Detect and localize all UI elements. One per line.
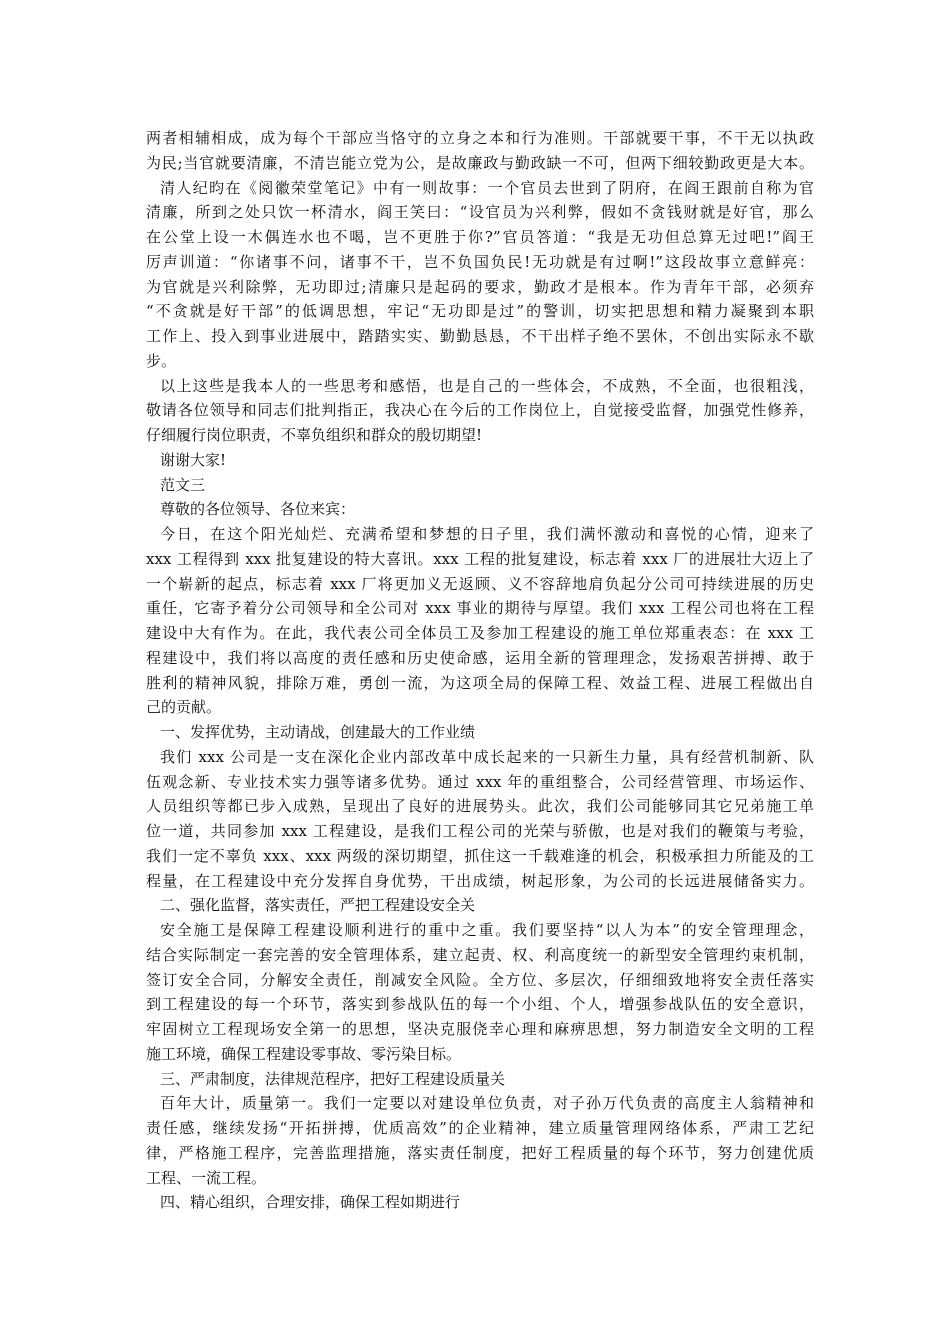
text-line: 敬请各位领导和同志们批判指正，我决心在今后的工作岗位上，自觉接受监督，加强党性修养，: [146, 401, 814, 420]
text-line: 安全施工是保障工程建设顺利进行的重中之重。我们要坚持“以人为本”的安全管理理念，: [160, 921, 814, 939]
text-line: 到工程建设的每一个环节，落实到参战队伍的每一个小组、个人，增强参战队伍的安全意识，: [146, 995, 814, 1014]
text-line: 重任，它寄予着分公司领导和全公司对 xxx 事业的期待与厚望。我们 xxx 工程公司也将在工程: [146, 599, 814, 618]
text-line: 律，严格施工程序，完善监理措施，落实责任制度，把好工程质量的每个环节，努力创建优质: [146, 1143, 814, 1162]
text-line: 厉声训道：“你诸事不问，诸事不干，岂不负国负民!无功就是有过啊!”这段故事立意鲜亮：: [146, 252, 814, 271]
text-line: 步。: [146, 351, 177, 370]
text-line: 结合实际制定一套完善的安全管理体系，建立起责、权、利高度统一的新型安全管理约束机制，: [146, 945, 814, 964]
text-line: 工程、一流工程。: [146, 1168, 267, 1187]
text-line: 以上这些是我本人的一些思考和感悟，也是自己的一些体会，不成熟，不全面，也很粗浅，: [160, 376, 814, 395]
text-line: 今日，在这个阳光灿烂、充满希望和梦想的日子里，我们满怀激动和喜悦的心情，迎来了: [160, 525, 814, 543]
text-line: 四、精心组织，合理安排，确保工程如期进行: [160, 1193, 461, 1212]
text-line: 百年大计，质量第一。我们一定要以对建设单位负责，对子孙万代负责的高度主人翁精神和: [160, 1094, 814, 1113]
text-line: 清廉，所到之处只饮一杯清水，阎王笑曰：“设官员为兴利弊，假如不贪钱财就是好官，那么: [146, 203, 814, 222]
text-line: 尊敬的各位领导、各位来宾：: [160, 500, 356, 519]
text-line: 签订安全合同，分解安全责任，削减安全风险。全方位、多层次，仔细细致地将安全责任落实: [146, 970, 814, 989]
text-line: 一个崭新的起点，标志着 xxx 厂将更加义无返顾、义不容辞地肩负起分公司可持续进展的历史: [146, 574, 814, 593]
text-line: 范文三: [160, 475, 206, 494]
text-line: 两者相辅相成，成为每个干部应当恪守的立身之本和行为准则。干部就要干事，不干无以执政: [146, 129, 814, 147]
text-line: 我们一定不辜负 xxx、xxx 两级的深切期望，抓住这一千载难逢的机会，积极承担力所能及的工: [146, 846, 814, 865]
text-line: 牢固树立工程现场安全第一的思想，坚决克服侥幸心理和麻痹思想，努力制造安全文明的工程: [146, 1020, 814, 1038]
text-line: 为官就是兴利除弊，无功即过;清廉只是起码的要求，勤政才是根本。作为青年干部，必须弃: [146, 277, 814, 296]
document-body: [146, 126, 814, 1215]
text-line: 在公堂上设一木偶连水也不喝，岂不更胜于你?”官员答道：“我是无功但总算无过吧!”阎王: [146, 228, 814, 246]
text-line: 三、严肃制度，法律规范程序，把好工程建设质量关: [160, 1069, 506, 1088]
text-line: 施工环境，确保工程建设零事故、零污染目标。: [146, 1044, 462, 1063]
text-line: 伍观念新、专业技术实力强等诸多优势。通过 xxx 年的重组整合，公司经营管理、市场运作、: [146, 772, 814, 791]
text-line: 责任感，继续发扬“开拓拼搏，优质高效”的企业精神，建立质量管理网络体系，严肃工艺纪: [146, 1119, 814, 1137]
text-line: 仔细履行岗位职责，不辜负组织和群众的殷切期望!: [146, 426, 483, 444]
text-line: 为民;当官就要清廉，不清岂能立党为公，是故廉政与勤政缺一不可，但两下细较勤政更是大本。: [146, 153, 814, 172]
text-line: 我们 xxx 公司是一支在深化企业内部改革中成长起来的一只新生力量，具有经营机制新、队: [160, 747, 814, 766]
text-line: 工作上、投入到事业进展中，踏踏实实、勤勤恳恳，不干出样子绝不罢休，不创出实际永不歇: [146, 327, 814, 345]
text-line: 程量，在工程建设中充分发挥自身优势，干出成绩，树起形象，为公司的长远进展储备实力。: [146, 871, 814, 890]
text-line: 胜利的精神风貌，排除万难，勇创一流，为这项全局的保障工程、效益工程、进展工程做出自: [146, 673, 814, 692]
text-line: 一、发挥优势，主动请战，创建最大的工作业绩: [160, 723, 476, 741]
text-line: 二、强化监督，落实责任，严把工程建设安全关: [160, 896, 476, 915]
text-line: 谢谢大家!: [160, 450, 227, 469]
text-line: 程建设中，我们将以高度的责任感和历史使命感，运用全新的管理理念，发扬艰苦拼搏、敢于: [146, 648, 814, 667]
text-line: 位一道，共同参加 xxx 工程建设，是我们工程公司的光荣与骄傲，也是对我们的鞭策与考验，: [146, 822, 814, 840]
text-line: “不贪就是好干部”的低调思想，牢记“无功即是过”的警训，切实把思想和精力凝聚到本职: [146, 302, 814, 321]
text-line: 人员组织等都已步入成熟，呈现出了良好的进展势头。此次，我们公司能够同其它兄弟施工单: [146, 797, 814, 816]
text-line: 己的贡献。: [146, 698, 222, 717]
text-line: xxx 工程得到 xxx 批复建设的特大喜讯。xxx 工程的批复建设，标志着 xxx 厂的进展壮大迈上了: [146, 549, 814, 568]
text-line: 清人纪昀在《阅徽荣堂笔记》中有一则故事：一个官员去世到了阴府，在阎王跟前自称为官: [160, 178, 814, 197]
text-line: 建设中大有作为。在此，我代表公司全体员工及参加工程建设的施工单位郑重表态：在 xxx 工: [146, 624, 814, 642]
